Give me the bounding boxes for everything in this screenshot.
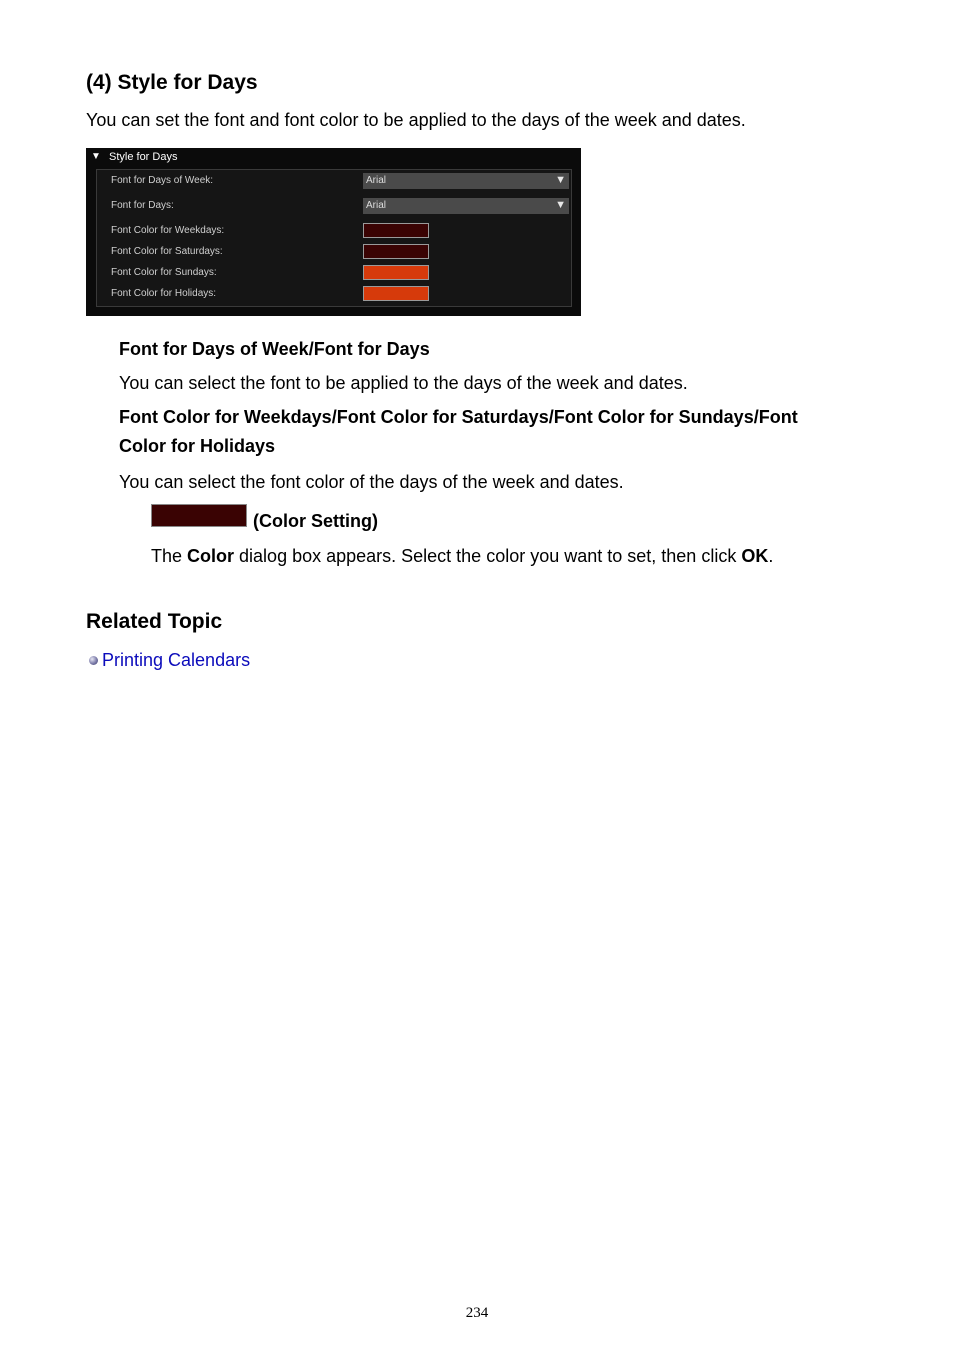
label-color-saturdays: Font Color for Saturdays: <box>111 246 223 257</box>
label-color-holidays: Font Color for Holidays: <box>111 288 217 299</box>
text: . <box>768 546 774 566</box>
section-title: (4) Style for Days <box>86 71 258 94</box>
panel-body <box>96 169 572 307</box>
bullet-icon <box>89 656 98 665</box>
font-description: You can select the font to be applied to the days of the week and dates. <box>119 373 688 393</box>
color-heading <box>119 403 798 461</box>
text: dialog box appears. Select the color you want to set, then click <box>234 546 742 566</box>
page-number: 234 <box>465 1305 489 1321</box>
label-font-days: Font for Days: <box>111 200 174 211</box>
label-color-sundays: Font Color for Sundays: <box>111 267 217 278</box>
color-heading-line1: Font Color for Weekdays/Font Color for Saturdays/Font Color for Sundays/Font <box>119 407 798 427</box>
color-setting-swatch <box>151 504 247 527</box>
printing-calendars-link[interactable]: Printing Calendars <box>102 650 251 670</box>
font-days-of-week-select[interactable] <box>363 173 569 189</box>
weekdays-color-button[interactable] <box>363 223 429 238</box>
color-setting-label: (Color Setting) <box>253 511 378 531</box>
font-days-select[interactable] <box>363 198 569 214</box>
related-topic-title: Related Topic <box>86 610 223 633</box>
saturdays-color-button[interactable] <box>363 244 429 259</box>
label-color-weekdays: Font Color for Weekdays: <box>111 225 225 236</box>
color-heading-line2: Color for Holidays <box>119 436 276 456</box>
color-description: You can select the font color of the days of the week and dates. <box>119 472 624 492</box>
select-value: Arial <box>366 200 387 211</box>
dropdown-arrow-icon: ▼ <box>555 199 566 211</box>
collapse-triangle-icon[interactable]: ▼ <box>91 151 101 162</box>
font-heading: Font for Days of Week/Font for Days <box>119 339 430 359</box>
ok-term: OK <box>741 546 769 566</box>
color-term: Color <box>187 546 235 566</box>
sundays-color-button[interactable] <box>363 265 429 280</box>
panel-title: Style for Days <box>109 151 178 163</box>
label-font-days-of-week: Font for Days of Week: <box>111 175 214 186</box>
style-for-days-panel <box>86 148 581 316</box>
select-value: Arial <box>366 175 387 186</box>
dropdown-arrow-icon: ▼ <box>555 174 566 186</box>
text: The <box>151 546 188 566</box>
section-intro: You can set the font and font color to be applied to the days of the week and dates. <box>86 110 746 130</box>
dialog-instruction <box>151 546 773 567</box>
panel-header[interactable] <box>86 148 581 167</box>
holidays-color-button[interactable] <box>363 286 429 301</box>
